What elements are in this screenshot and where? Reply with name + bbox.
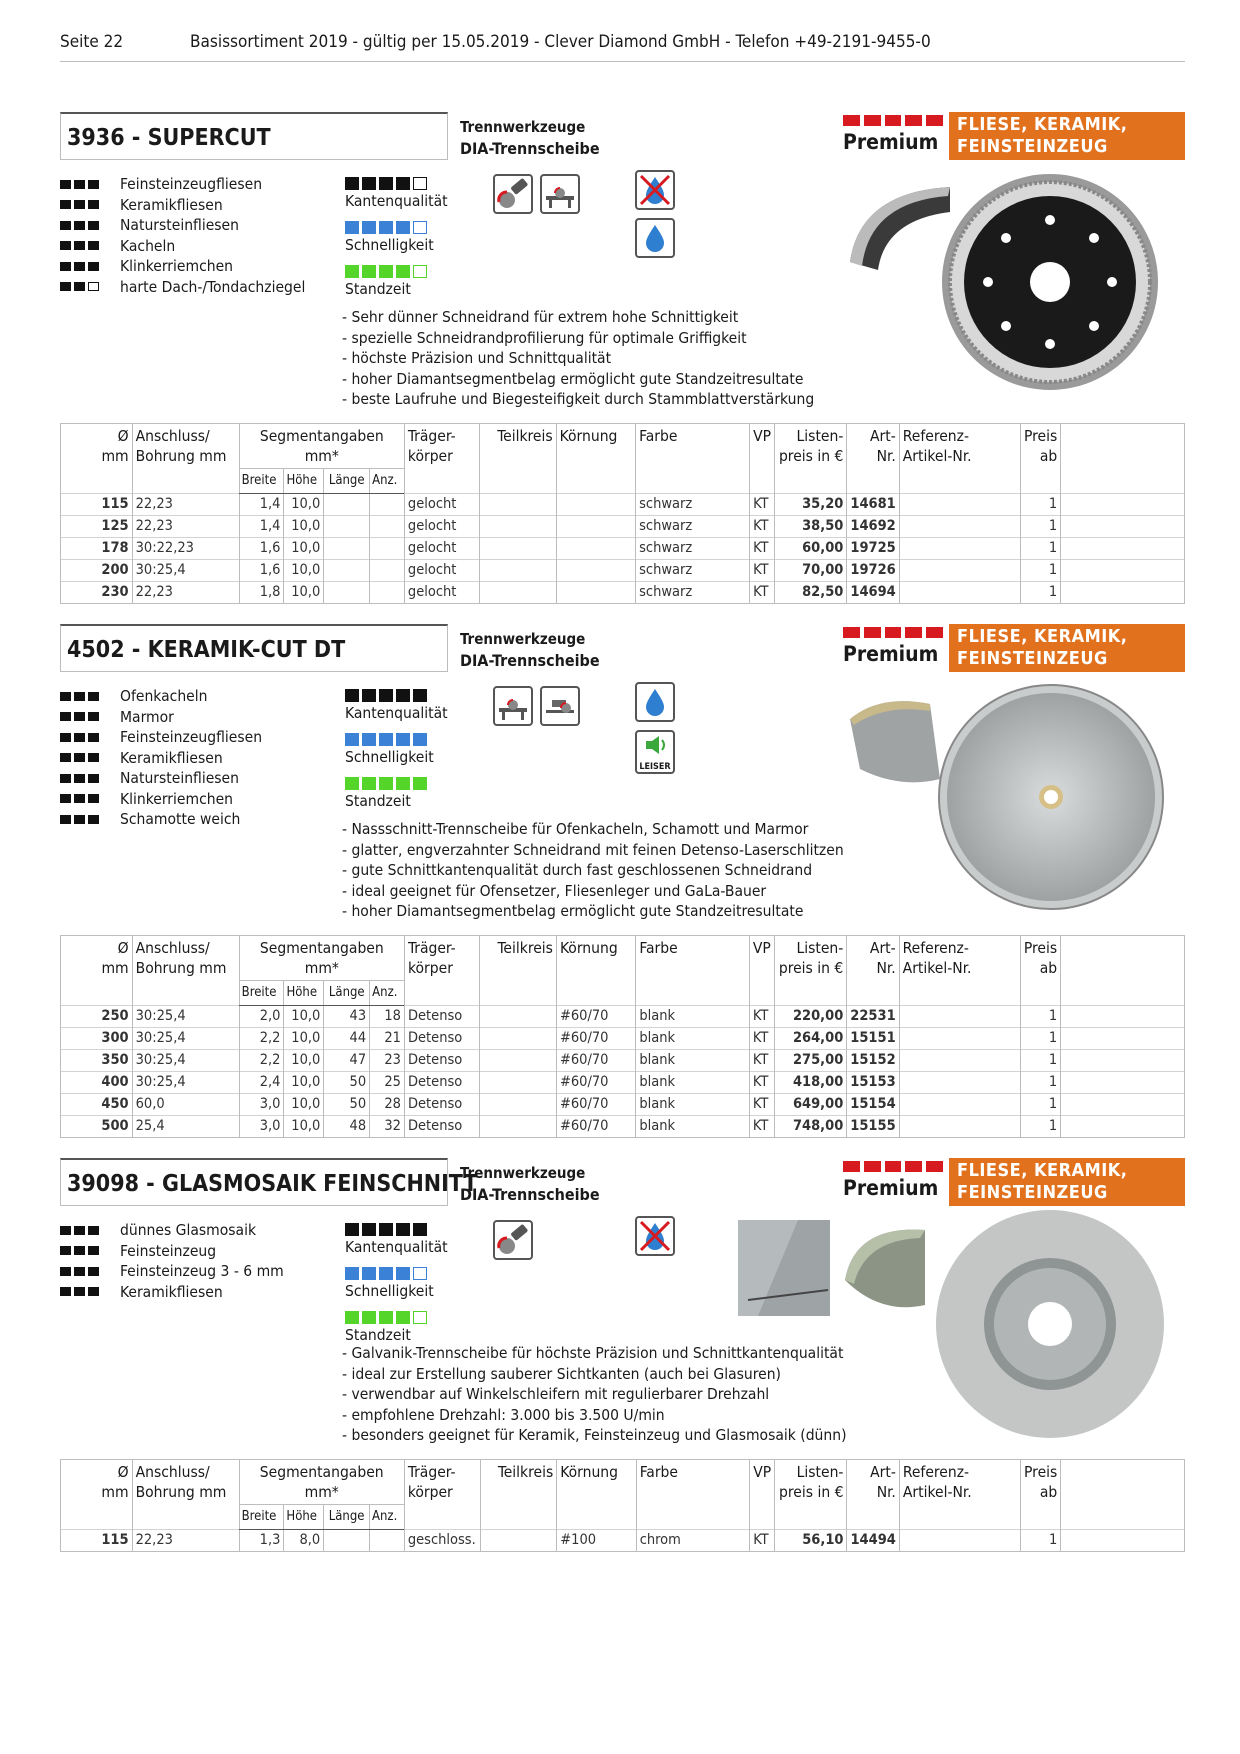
cell-traeger: Detenso [404,1028,479,1050]
cell-preis: 60,00 [775,538,847,560]
category-badge: FLIESE, KERAMIK, FEINSTEINZEUG [949,624,1185,672]
cell-hoehe: 10,0 [284,1050,324,1072]
cell-traeger: gelocht [404,538,479,560]
cell-d: 400 [61,1072,133,1094]
cell-koernung: #100 [557,1530,636,1552]
cell-art: 14692 [847,516,899,538]
cell-ref [899,1028,1020,1050]
product-category: Trennwerkzeuge DIA-Trennscheibe [460,630,600,670]
cell-ref [899,1530,1020,1552]
table-row [61,1116,1185,1138]
cell-bohrung: 60,0 [132,1094,239,1116]
cell-traeger: Detenso [404,1094,479,1116]
cell-hoehe: 10,0 [284,1006,324,1028]
blade-closeup-image [840,1220,930,1316]
cell-preis: 275,00 [774,1050,846,1072]
cell-teilkreis [480,494,556,516]
cell-d: 230 [61,582,133,604]
cell-bohrung: 30:25,4 [132,1050,239,1072]
cell-farbe: blank [636,1050,750,1072]
cell-koernung: #60/70 [556,1094,635,1116]
table-row [61,494,1185,516]
cell-ab: 1 [1020,1094,1060,1116]
cell-teilkreis [480,1094,556,1116]
list-item: Ofenkacheln [60,686,262,707]
premium-label: Premium [843,115,943,154]
cell-anz: 18 [370,1006,405,1028]
cell-bohrung: 30:25,4 [132,560,239,582]
cell-ab: 1 [1021,1530,1061,1552]
application-list [60,686,262,830]
cell-traeger: Detenso [404,1116,479,1138]
cell-koernung [556,582,635,604]
list-item: Klinkerriemchen [60,256,305,277]
cell-art: 14681 [847,494,899,516]
cell-teilkreis [480,582,556,604]
cell-d: 125 [61,516,133,538]
cell-d: 300 [61,1028,133,1050]
cell-ref [899,560,1020,582]
category-sub: DIA-Trennscheibe [460,139,600,158]
tile-cutter-icon [540,686,580,726]
cell-anz: 23 [370,1050,405,1072]
cell-d: 500 [61,1116,133,1138]
cell-traeger: gelocht [404,494,479,516]
cell-farbe: schwarz [636,494,750,516]
cell-hoehe: 10,0 [284,582,324,604]
cell-breite: 1,4 [239,516,284,538]
cell-preis: 748,00 [774,1116,846,1138]
cell-hoehe: 10,0 [284,538,324,560]
cell-teilkreis [480,1050,556,1072]
cell-ab: 1 [1020,1028,1060,1050]
cell-vp: KT [750,516,775,538]
cell-ab: 1 [1020,1072,1060,1094]
cell-koernung [556,560,635,582]
cell-breite: 2,0 [239,1006,284,1028]
cell-bohrung: 25,4 [132,1116,239,1138]
cell-laenge [324,1530,370,1552]
cell-laenge [324,538,370,560]
cell-ab: 1 [1020,538,1060,560]
list-item: Marmor [60,707,262,728]
cell-breite: 2,4 [239,1072,284,1094]
cell-preis: 418,00 [774,1072,846,1094]
cell-hoehe: 10,0 [284,1116,324,1138]
cell-art: 22531 [847,1006,899,1028]
cell-farbe: schwarz [636,538,750,560]
list-item: Natursteinfliesen [60,215,305,236]
cell-teilkreis [480,1530,556,1552]
cell-laenge: 43 [324,1006,370,1028]
cell-vp: KT [749,1006,774,1028]
page-number: Seite 22 [60,32,124,52]
cell-bohrung: 30:25,4 [132,1072,239,1094]
table-saw-icon [540,174,580,214]
cell-ref [899,516,1020,538]
cell-farbe: schwarz [636,516,750,538]
category-badge: FLIESE, KERAMIK, FEINSTEINZEUG [949,1158,1185,1206]
cell-empty [1061,494,1185,516]
cell-ref [899,1072,1020,1094]
cell-empty [1061,1094,1185,1116]
cell-koernung [556,494,635,516]
ratings: Kantenqualität Schnelligkeit Standzeit [345,1220,448,1352]
cell-anz: 32 [370,1116,405,1138]
cell-anz [370,494,405,516]
cell-bohrung: 22,23 [132,582,239,604]
cell-hoehe: 10,0 [284,1094,324,1116]
table-saw-icon [493,686,533,726]
cell-art: 15154 [847,1094,899,1116]
cell-koernung: #60/70 [556,1050,635,1072]
glasmosaik-disc-image [934,1208,1166,1440]
cell-laenge [324,516,370,538]
cell-teilkreis [480,538,556,560]
cell-bohrung: 22,23 [132,1530,239,1552]
cell-traeger: gelocht [404,560,479,582]
spec-table: Ø mm Anschluss/ Bohrung mm Segmentangaben mm* Träger- körper Teilkreis Körnung Farbe VP Listen- preis in € Art- Nr. Referenz- Artikel-Nr. Preis ab Breite Höhe Länge Anz. 115 22,23 1,3 8,0 geschloss. #100 chrom KT 56,10 14494 1 [60,1459,1185,1552]
list-item: Feinsteinzeugfliesen [60,174,305,195]
cell-ref [899,1050,1020,1072]
list-item: Klinkerriemchen [60,789,262,810]
cell-ref [899,538,1020,560]
feature-list: - Nassschnitt-Trennscheibe für Ofenkacheln, Schamott und Marmor - glatter, engverzahnter Schneidrand mit feinen Detenso-Laserschlitzen - gute Schnittkantenqualität durch fast geschlossenen Schneidrand - ideal geeignet für Ofensetzer, Fliesenleger und GaLa-Bauer - hoher Diamantsegmentbelag ermöglicht gute Standzeitresultate [342,820,844,920]
leiser-label: LEISER [639,762,671,772]
cell-breite: 1,4 [239,494,284,516]
list-item: Natursteinfliesen [60,768,262,789]
list-item: Keramikfliesen [60,748,262,769]
cell-art: 15152 [847,1050,899,1072]
cell-d: 115 [61,1530,133,1552]
product-glasmosaik [60,1158,1185,1558]
cell-art: 15155 [847,1116,899,1138]
spec-table: Ø mm Anschluss/ Bohrung mm Segmentangaben mm* Träger- körper Teilkreis Körnung Farbe VP Listen- preis in € Art- Nr. Referenz- Artikel-Nr. Preis ab Breite Höhe Länge Anz. 115 22,23 1,4 10,0 gelocht schwarz KT 35,20 14681 1 125 22,23 1,4 10,0 gelocht schwarz KT 38,50 14692 1 178 30:22,23 1,6 10,0 gelocht schwarz KT 60,00 19725 1 200 30:25,4 1,6 10,0 gelocht schwarz KT 70,00 19726 1 230 22,23 1,8 10,0 gelocht schwarz KT 82,50 14694 1 [60,423,1185,604]
cell-preis: 70,00 [775,560,847,582]
premium-label: Premium [843,1161,943,1200]
cell-d: 450 [61,1094,133,1116]
cell-empty [1061,560,1185,582]
category-main: Trennwerkzeuge [460,118,586,136]
table-row [61,538,1185,560]
cell-empty [1061,582,1185,604]
cell-vp: KT [749,1050,774,1072]
cell-d: 178 [61,538,133,560]
angle-grinder-icon [493,174,533,214]
cell-anz [370,516,405,538]
application-list [60,174,305,297]
cell-ref [899,1094,1020,1116]
cell-laenge: 47 [324,1050,370,1072]
cell-vp: KT [750,538,775,560]
cell-hoehe: 8,0 [284,1530,324,1552]
application-list [60,1220,284,1302]
cell-vp: KT [749,1072,774,1094]
cell-d: 350 [61,1050,133,1072]
cell-hoehe: 10,0 [284,516,324,538]
cell-koernung: #60/70 [556,1116,635,1138]
cell-laenge: 48 [324,1116,370,1138]
cell-vp: KT [750,1530,775,1552]
feature-list: - Sehr dünner Schneidrand für extrem hohe Schnittigkeit - spezielle Schneidrandprofilierung für optimale Griffigkeit - höchste Präzision und Schnittqualität - hoher Diamantsegmentbelag ermöglicht gute Standzeitresultate - beste Laufruhe und Biegesteifigkeit durch Stammblattverstärkung [342,308,815,408]
cell-hoehe: 10,0 [284,1028,324,1050]
spec-table: Ø mm Anschluss/ Bohrung mm Segmentangaben mm* Träger- körper Teilkreis Körnung Farbe VP Listen- preis in € Art- Nr. Referenz- Artikel-Nr. Preis ab Breite Höhe Länge Anz. 250 30:25,4 2,0 10,0 43 18 Detenso #60/70 blank KT 220,00 22531 1 300 30:25,4 2,2 10,0 44 21 Detenso #60/70 blank KT 264,00 15151 1 350 30:25,4 2,2 10,0 47 23 Detenso #60/70 blank KT 275,00 15152 1 400 30:25,4 2,4 10,0 50 25 Detenso #60/70 blank KT 418,00 15153 1 450 60,0 3,0 10,0 50 28 Detenso #60/70 blank KT 649,00 15154 1 500 25,4 3,0 10,0 48 32 Detenso #60/70 blank KT 748,00 15155 1 [60,935,1185,1138]
tile-cut-photo [738,1220,830,1316]
list-item: harte Dach-/Tondachziegel [60,277,305,298]
water-drop-icon [635,218,675,258]
cell-bohrung: 30:25,4 [132,1006,239,1028]
cell-bohrung: 30:25,4 [132,1028,239,1050]
list-item: Keramikfliesen [60,1282,284,1303]
cell-teilkreis [480,1072,556,1094]
cell-ab: 1 [1020,1006,1060,1028]
cell-preis: 35,20 [775,494,847,516]
cell-art: 14494 [847,1530,899,1552]
list-item: Feinsteinzeug 3 - 6 mm [60,1261,284,1282]
cell-empty [1061,516,1185,538]
cell-anz [370,1530,405,1552]
table-row [61,1530,1185,1552]
cell-empty [1061,1028,1185,1050]
cell-koernung: #60/70 [556,1006,635,1028]
cell-koernung [556,538,635,560]
cell-ab: 1 [1020,494,1060,516]
cell-teilkreis [480,1116,556,1138]
cell-vp: KT [749,1116,774,1138]
supercut-disc-image [940,172,1160,392]
list-item: Kacheln [60,236,305,257]
list-item: dünnes Glasmosaik [60,1220,284,1241]
cell-breite: 1,6 [239,560,284,582]
cell-farbe: blank [636,1116,750,1138]
category-badge: FLIESE, KERAMIK, FEINSTEINZEUG [949,112,1185,160]
cell-breite: 1,6 [239,538,284,560]
blade-closeup-image [840,689,950,799]
cell-hoehe: 10,0 [284,494,324,516]
cell-preis: 220,00 [774,1006,846,1028]
cell-laenge [324,582,370,604]
no-water-icon [635,170,675,210]
angle-grinder-icon [493,1220,533,1260]
list-item: Feinsteinzeug [60,1241,284,1262]
list-item: Schamotte weich [60,809,262,830]
cell-farbe: schwarz [636,582,750,604]
cell-ref [899,1116,1020,1138]
cell-preis: 38,50 [775,516,847,538]
cell-vp: KT [750,582,775,604]
cell-traeger: Detenso [404,1006,479,1028]
premium-label: Premium [843,627,943,666]
catalog-info: Basissortiment 2019 - gültig per 15.05.2019 - Clever Diamond GmbH - Telefon +49-2191-9455-0 [190,32,931,52]
cell-d: 250 [61,1006,133,1028]
feature-list: - Galvanik-Trennscheibe für höchste Präzision und Schnittkantenqualität - ideal zur Erstellung sauberer Sichtkanten (auch bei Glasuren) - verwendbar auf Winkelschleifern mit regulierbarer Drehzahl - empfohlene Drehzahl: 3.000 bis 3.500 U/min - besonders geeignet für Keramik, Feinsteinzeug und Glasmosaik (dünn) [342,1344,847,1444]
cell-preis: 82,50 [775,582,847,604]
ratings: Kantenqualität Schnelligkeit Standzeit [345,686,448,818]
cell-hoehe: 10,0 [284,1072,324,1094]
cell-anz: 28 [370,1094,405,1116]
cell-empty [1061,1006,1185,1028]
product-category: Trennwerkzeuge DIA-Trennscheibe [460,1164,600,1204]
table-row [61,516,1185,538]
table-row [61,1006,1185,1028]
cell-art: 15151 [847,1028,899,1050]
cell-ab: 1 [1020,1116,1060,1138]
product-title: 4502 - KERAMIK-CUT DT [60,624,448,672]
ratings: Kantenqualität Schnelligkeit Standzeit [345,174,448,306]
cell-koernung [556,516,635,538]
cell-traeger: gelocht [404,516,479,538]
cell-anz: 25 [370,1072,405,1094]
cell-ab: 1 [1020,1050,1060,1072]
product-title: 3936 - SUPERCUT [60,112,448,160]
cell-traeger: Detenso [404,1050,479,1072]
cell-koernung: #60/70 [556,1072,635,1094]
cell-ab: 1 [1020,582,1060,604]
product-supercut [60,112,1185,600]
cell-empty [1061,1050,1185,1072]
cell-anz: 21 [370,1028,405,1050]
cell-empty [1061,1072,1185,1094]
cell-empty [1061,1116,1185,1138]
cell-anz [370,560,405,582]
list-item: Feinsteinzeugfliesen [60,727,262,748]
cell-teilkreis [480,560,556,582]
cell-farbe: schwarz [636,560,750,582]
cell-art: 14694 [847,582,899,604]
cell-farbe: chrom [636,1530,750,1552]
no-water-icon [635,1216,675,1256]
cell-vp: KT [749,1028,774,1050]
cell-vp: KT [750,494,775,516]
cell-d: 115 [61,494,133,516]
page-header [60,30,1185,62]
list-item: Keramikfliesen [60,195,305,216]
cell-preis: 56,10 [775,1530,847,1552]
cell-breite: 3,0 [239,1094,284,1116]
cell-empty [1061,1530,1185,1552]
cell-vp: KT [750,560,775,582]
cell-laenge: 50 [324,1094,370,1116]
product-title: 39098 - GLASMOSAIK FEINSCHNITT [60,1158,448,1206]
table-row [61,560,1185,582]
cell-art: 15153 [847,1072,899,1094]
table-row [61,582,1185,604]
cell-anz [370,582,405,604]
cell-teilkreis [480,1006,556,1028]
keramik-cut-disc-image [936,682,1166,912]
cell-bohrung: 22,23 [132,494,239,516]
table-row [61,1094,1185,1116]
cell-breite: 1,8 [239,582,284,604]
cell-breite: 3,0 [239,1116,284,1138]
cell-bohrung: 22,23 [132,516,239,538]
cell-art: 19725 [847,538,899,560]
cell-art: 19726 [847,560,899,582]
cell-ab: 1 [1020,560,1060,582]
cell-empty [1061,538,1185,560]
cell-farbe: blank [636,1072,750,1094]
cell-anz [370,538,405,560]
product-keramik-cut-dt [60,624,1185,1134]
cell-hoehe: 10,0 [284,560,324,582]
cell-teilkreis [480,1028,556,1050]
cell-d: 200 [61,560,133,582]
cell-laenge [324,560,370,582]
cell-ref [899,1006,1020,1028]
table-row [61,1050,1185,1072]
cell-traeger: Detenso [404,1072,479,1094]
table-row [61,1028,1185,1050]
cell-farbe: blank [636,1006,750,1028]
cell-breite: 2,2 [239,1050,284,1072]
cell-ref [899,494,1020,516]
cell-bohrung: 30:22,23 [132,538,239,560]
table-row [61,1072,1185,1094]
cell-breite: 2,2 [239,1028,284,1050]
cell-ref [899,582,1020,604]
cell-farbe: blank [636,1094,750,1116]
water-drop-icon [635,682,675,722]
product-category [460,116,600,160]
cell-koernung: #60/70 [556,1028,635,1050]
leiser-speaker-icon [635,730,675,774]
cell-laenge: 50 [324,1072,370,1094]
cell-farbe: blank [636,1028,750,1050]
cell-preis: 264,00 [774,1028,846,1050]
cell-laenge: 44 [324,1028,370,1050]
cell-preis: 649,00 [774,1094,846,1116]
cell-traeger: gelocht [404,582,479,604]
cell-traeger: geschloss. [404,1530,480,1552]
cell-vp: KT [749,1094,774,1116]
cell-teilkreis [480,516,556,538]
cell-laenge [324,494,370,516]
cell-breite: 1,3 [239,1530,284,1552]
cell-ab: 1 [1020,516,1060,538]
